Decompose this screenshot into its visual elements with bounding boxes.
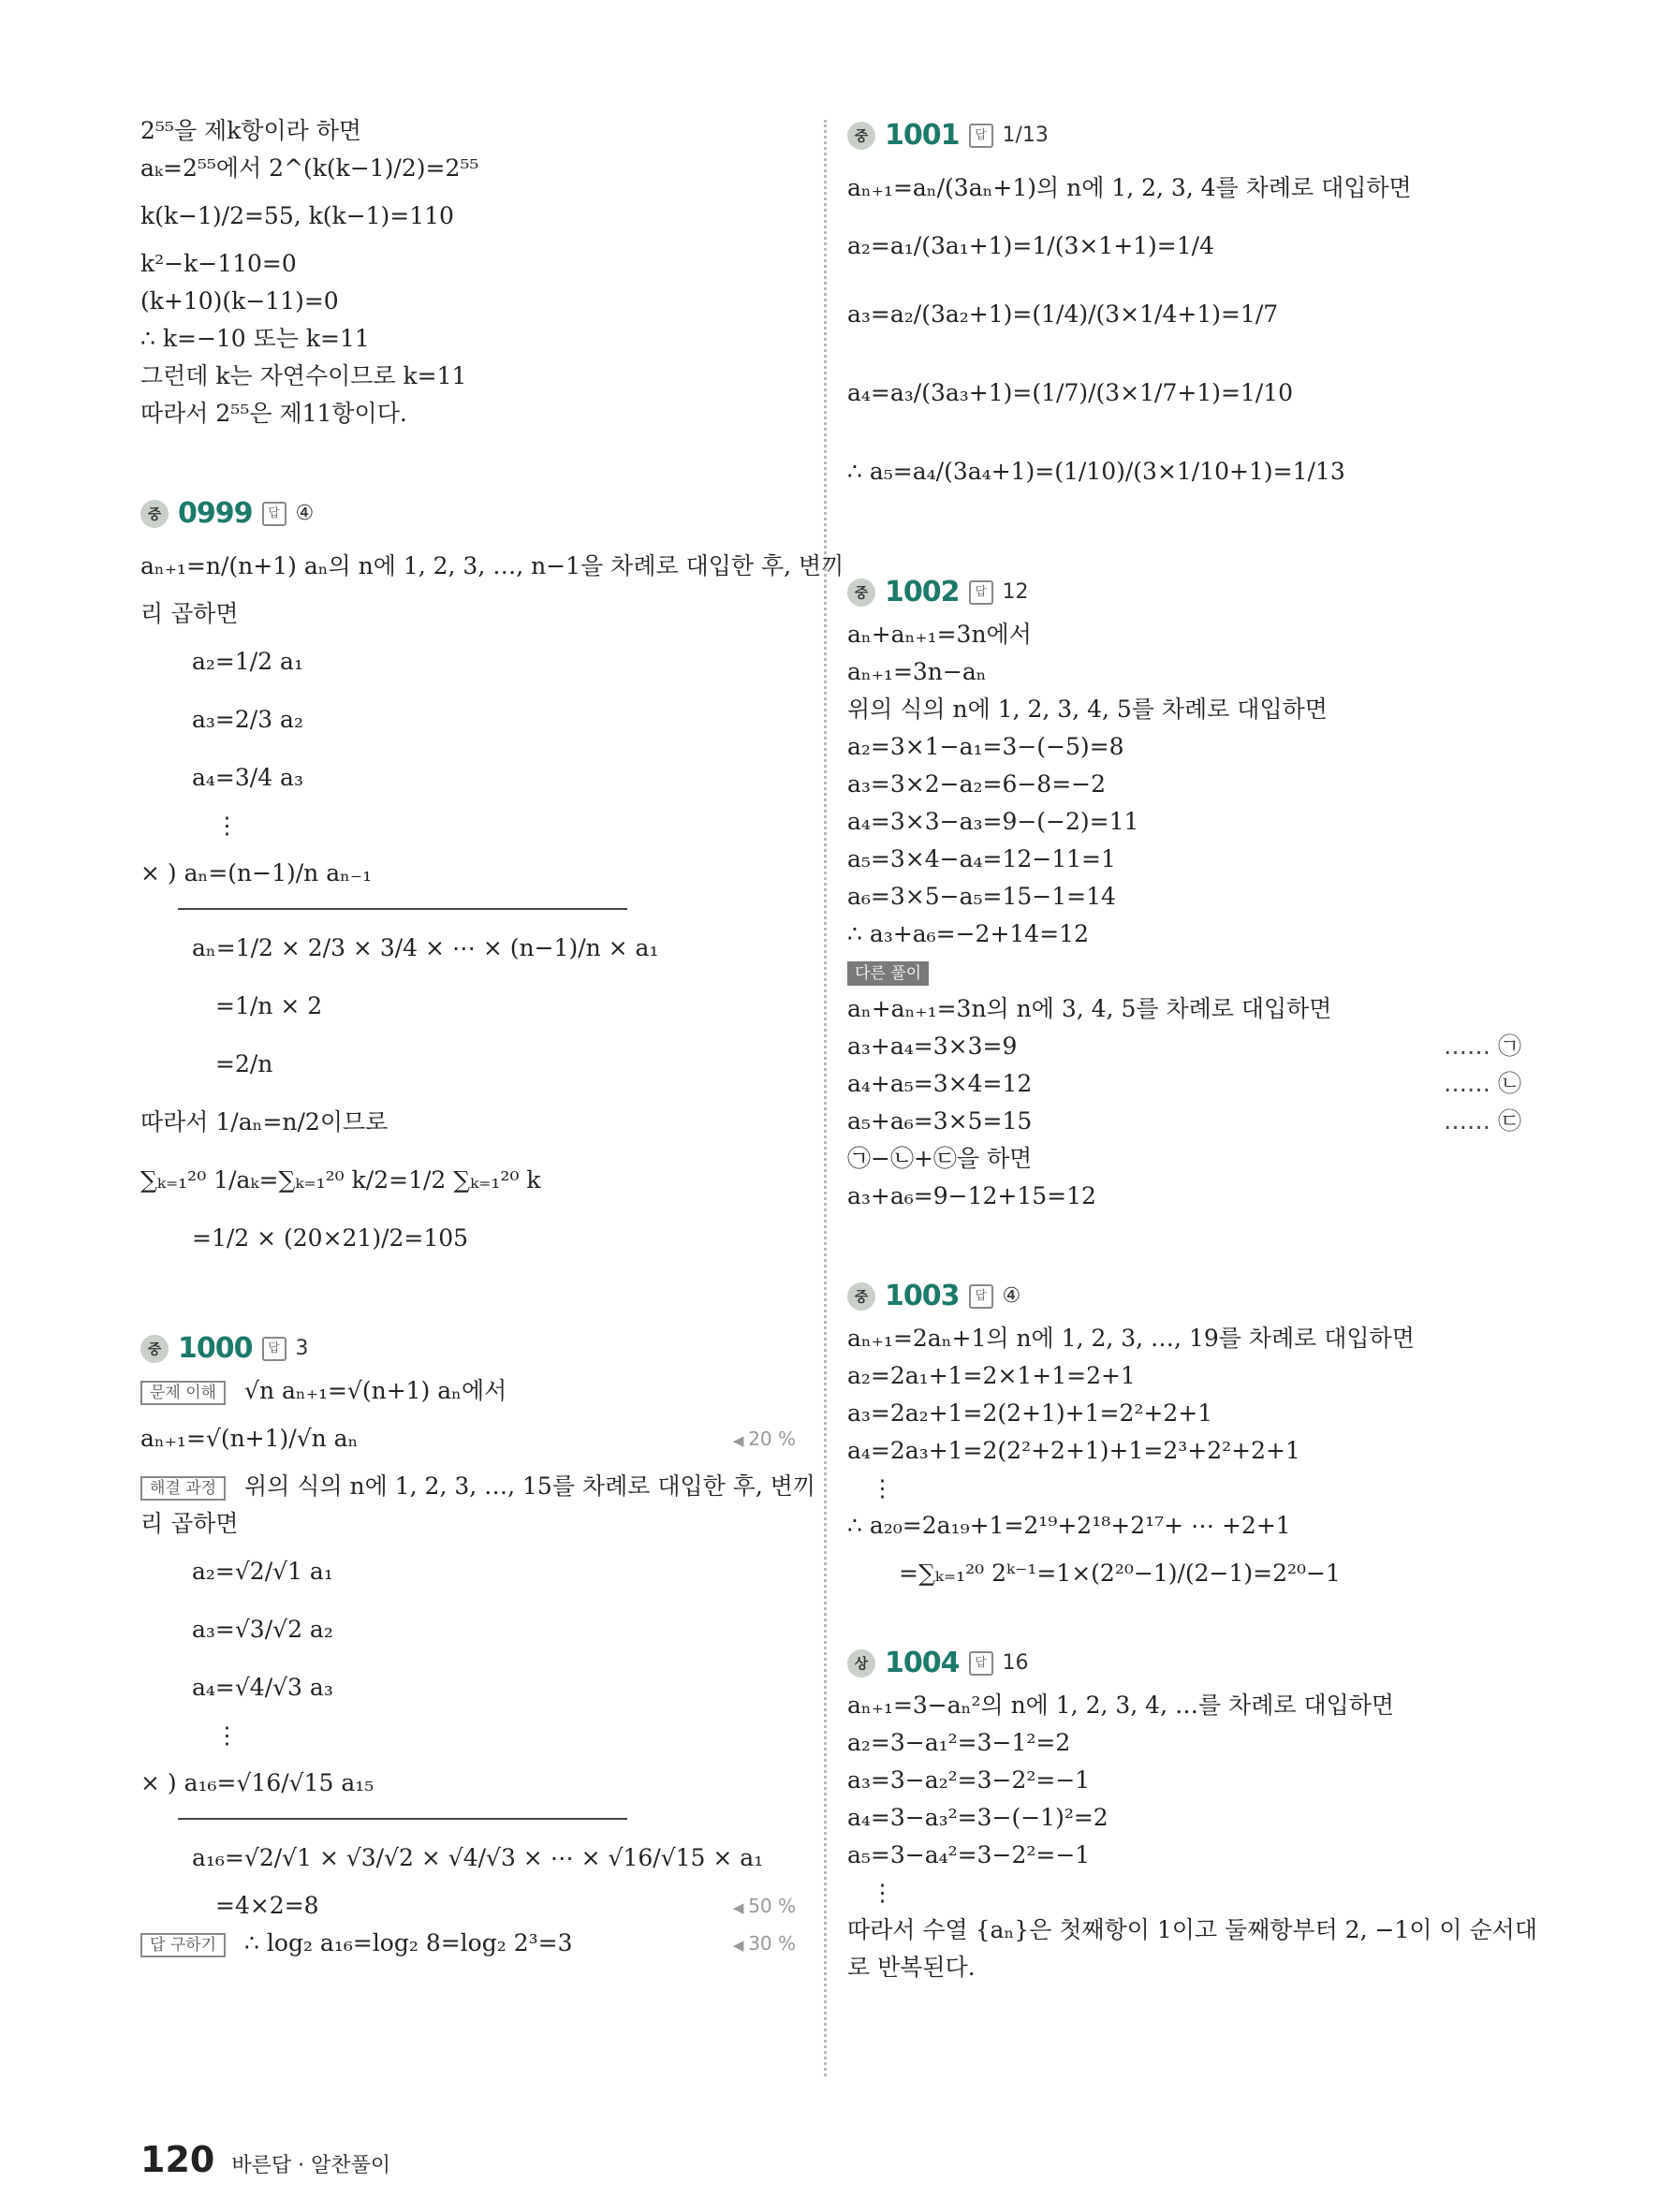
solution-line: 위의 식의 n에 1, 2, 3, 4, 5를 차례로 대입하면 bbox=[847, 696, 1328, 723]
solution-line: aₙ₊₁=aₙ/(3aₙ+1)의 n에 1, 2, 3, 4를 차례로 대입하면 bbox=[847, 174, 1412, 201]
answer-icon: 답 bbox=[262, 502, 286, 526]
solution-line: a₃=3−a₂²=3−2²=−1 bbox=[847, 1766, 1091, 1794]
solution-line: aₙ₊₁=√(n+1)/√n aₙ bbox=[140, 1425, 359, 1452]
problem-1002 bbox=[847, 569, 1521, 1215]
solution-line: a₆=3×5−a₅=15−1=14 bbox=[847, 883, 1116, 910]
column-divider bbox=[824, 120, 827, 2076]
answer-value: ④ bbox=[1002, 1284, 1021, 1308]
problem-header bbox=[847, 569, 1521, 616]
solution-line: aₙ+aₙ₊₁=3n의 n에 3, 4, 5를 차례로 대입하면 bbox=[847, 995, 1332, 1022]
solution-line: aₙ+aₙ₊₁=3n에서 bbox=[847, 621, 1032, 648]
difficulty-badge: 중 bbox=[847, 579, 875, 607]
problem-number: 0999 bbox=[178, 497, 253, 530]
solution-line: a₂=3−a₁²=3−1²=2 bbox=[847, 1729, 1071, 1756]
solution-line: a₃=2/3 a₂ bbox=[192, 706, 303, 733]
problem-number: 1001 bbox=[885, 119, 960, 152]
difficulty-badge: 중 bbox=[140, 500, 169, 528]
solution-line: × ) a₁₆=√16/√15 a₁₅ bbox=[140, 1769, 374, 1796]
solution-line: ⋮ bbox=[215, 1721, 239, 1749]
difficulty-badge: 중 bbox=[847, 122, 875, 150]
solution-line: 리 곱하면 bbox=[140, 1510, 239, 1537]
problem-header bbox=[847, 1273, 1521, 1320]
problem-1003 bbox=[847, 1273, 1521, 1603]
equation-mark: …… ㉠ bbox=[1444, 1033, 1521, 1060]
product-rule bbox=[178, 1818, 627, 1820]
solution-line: =1/2 × (20×21)/2=105 bbox=[192, 1224, 469, 1252]
solution-line: ㉠−㉡+㉢을 하면 bbox=[847, 1145, 1033, 1172]
solution-line: 2⁵⁵을 제k항이라 하면 bbox=[140, 117, 362, 144]
solution-line: a₂=3×1−a₁=3−(−5)=8 bbox=[847, 733, 1124, 760]
solution-line: aₙ₊₁=2aₙ+1의 n에 1, 2, 3, …, 19를 차례로 대입하면 bbox=[847, 1325, 1415, 1352]
solution-line: a₃=3×2−a₂=6−8=−2 bbox=[847, 770, 1107, 798]
solution-line: × ) aₙ=(n−1)/n aₙ₋₁ bbox=[140, 859, 373, 886]
step-tag-get-answer: 답 구하기 bbox=[140, 1933, 226, 1957]
solution-line: a₄+a₅=3×4=12 bbox=[847, 1070, 1033, 1097]
book-title: 바른답 · 알찬풀이 bbox=[231, 2154, 391, 2177]
solution-line: 로 반복된다. bbox=[847, 1954, 976, 1981]
problem-header bbox=[847, 1640, 1521, 1687]
solution-line: a₂=2a₁+1=2×1+1=2+1 bbox=[847, 1362, 1136, 1389]
problem-1004 bbox=[847, 1640, 1537, 1986]
solution-line: a₃+a₆=9−12+15=12 bbox=[847, 1182, 1096, 1209]
solution-line: 리 곱하면 bbox=[140, 600, 239, 627]
solution-line: a₂=√2/√1 a₁ bbox=[192, 1558, 333, 1585]
solution-line: aₙ₊₁=3n−aₙ bbox=[847, 658, 987, 685]
solution-line: 따라서 1/aₙ=n/2이므로 bbox=[140, 1108, 389, 1135]
solution-line: k²−k−110=0 bbox=[140, 250, 297, 277]
solution-line: (k+10)(k−11)=0 bbox=[140, 287, 339, 315]
score-percent: ◀ 20 % bbox=[733, 1410, 796, 1470]
solution-line: a₄=a₃/(3a₃+1)=(1/7)/(3×1/7+1)=1/10 bbox=[847, 379, 1294, 406]
solution-line: =4×2=8 bbox=[215, 1892, 319, 1919]
solution-line: ∑ₖ₌₁²⁰ 1/aₖ=∑ₖ₌₁²⁰ k/2=1/2 ∑ₖ₌₁²⁰ k bbox=[140, 1166, 541, 1194]
solution-line: a₂=a₁/(3a₁+1)=1/(3×1+1)=1/4 bbox=[847, 232, 1214, 259]
solution-line: a₄=√4/√3 a₃ bbox=[192, 1674, 333, 1701]
answer-value: 3 bbox=[295, 1337, 309, 1360]
problem-number: 1002 bbox=[885, 576, 960, 608]
sum-rule bbox=[178, 908, 627, 910]
solution-0998-continued bbox=[140, 112, 796, 432]
solution-line: ∴ a₃+a₆=−2+14=12 bbox=[847, 920, 1089, 947]
solution-line: ∴ a₂₀=2a₁₉+1=2¹⁹+2¹⁸+2¹⁷+ ⋯ +2+1 bbox=[847, 1512, 1291, 1539]
solution-line: =1/n × 2 bbox=[215, 992, 323, 1019]
page-number: 120 bbox=[140, 2139, 215, 2180]
answer-icon: 답 bbox=[969, 124, 993, 148]
solution-line: a₄=2a₃+1=2(2²+2+1)+1=2³+2²+2+1 bbox=[847, 1437, 1300, 1464]
solution-line: 위의 식의 n에 1, 2, 3, …, 15를 차례로 대입한 후, 변끼 bbox=[244, 1472, 816, 1500]
solution-line: 따라서 수열 {aₙ}은 첫째항이 1이고 둘째항부터 2, −1이 이 순서대 bbox=[847, 1916, 1537, 1943]
solution-line: ⋮ bbox=[871, 1474, 894, 1502]
solution-line: √n aₙ₊₁=√(n+1) aₙ에서 bbox=[244, 1377, 507, 1404]
problem-1000 bbox=[140, 1326, 816, 1962]
solution-line: aₙ₊₁=n/(n+1) aₙ의 n에 1, 2, 3, …, n−1을 차례로 대입한 후, 변끼 bbox=[140, 552, 844, 579]
solution-line: ⋮ bbox=[871, 1879, 894, 1906]
solution-line: 따라서 2⁵⁵은 제11항이다. bbox=[140, 400, 407, 427]
solution-line: a₄=3×3−a₃=9−(−2)=11 bbox=[847, 808, 1139, 835]
answer-value: ④ bbox=[295, 502, 315, 525]
answer-value: 16 bbox=[1002, 1651, 1029, 1675]
problem-1001 bbox=[847, 112, 1521, 511]
score-percent: ◀ 30 % bbox=[733, 1925, 796, 1964]
solution-line: =∑ₖ₌₁²⁰ 2ᵏ⁻¹=1×(2²⁰−1)/(2−1)=2²⁰−1 bbox=[899, 1560, 1341, 1587]
problem-number: 1003 bbox=[885, 1280, 960, 1312]
solution-line: a₁₆=√2/√1 × √3/√2 × √4/√3 × ⋯ × √16/√15 × a₁ bbox=[192, 1844, 764, 1871]
difficulty-badge: 중 bbox=[140, 1335, 169, 1363]
problem-header bbox=[847, 112, 1521, 159]
step-tag-solving-process: 해결 과정 bbox=[140, 1476, 226, 1501]
solution-line: k(k−1)/2=55, k(k−1)=110 bbox=[140, 202, 454, 229]
solution-line: ⋮ bbox=[215, 812, 239, 839]
equation-mark: …… ㉢ bbox=[1444, 1107, 1521, 1135]
solution-line: a₄=3/4 a₃ bbox=[192, 764, 303, 791]
solution-line: a₂=1/2 a₁ bbox=[192, 648, 303, 675]
solution-line-with-score bbox=[140, 1925, 796, 1962]
solution-line-with-score bbox=[140, 1410, 796, 1468]
problem-number: 1000 bbox=[178, 1332, 253, 1365]
problem-number: 1004 bbox=[885, 1647, 960, 1679]
problem-header bbox=[140, 491, 796, 537]
equation-row bbox=[847, 1065, 1521, 1103]
solution-line: 그런데 k는 자연수이므로 k=11 bbox=[140, 362, 467, 389]
answer-value: 1/13 bbox=[1002, 124, 1049, 147]
solution-line: ∴ log₂ a₁₆=log₂ 8=log₂ 2³=3 bbox=[244, 1929, 573, 1956]
solution-line: ∴ k=−10 또는 k=11 bbox=[140, 325, 370, 352]
solution-line: a₅=3×4−a₄=12−11=1 bbox=[847, 845, 1116, 872]
answer-value: 12 bbox=[1002, 580, 1029, 604]
solution-line: a₃+a₄=3×3=9 bbox=[847, 1033, 1018, 1060]
equation-mark: …… ㉡ bbox=[1444, 1070, 1521, 1097]
equation-row bbox=[847, 1028, 1521, 1065]
solution-line: ∴ a₅=a₄/(3a₄+1)=(1/10)/(3×1/10+1)=1/13 bbox=[847, 458, 1345, 485]
solution-line: a₄=3−a₃²=3−(−1)²=2 bbox=[847, 1804, 1108, 1831]
answer-icon: 답 bbox=[969, 1651, 993, 1676]
solution-line-with-score bbox=[140, 1887, 796, 1925]
solution-line: aₙ₊₁=3−aₙ²의 n에 1, 2, 3, 4, …를 차례로 대입하면 bbox=[847, 1692, 1395, 1719]
answer-icon: 답 bbox=[262, 1337, 286, 1361]
difficulty-badge: 상 bbox=[847, 1649, 875, 1677]
solution-line: =2/n bbox=[215, 1050, 273, 1077]
equation-row bbox=[847, 1103, 1521, 1140]
step-tag-problem-understanding: 문제 이해 bbox=[140, 1381, 226, 1405]
score-percent: ◀ 50 % bbox=[733, 1887, 796, 1926]
right-column bbox=[847, 112, 1537, 1986]
solution-line: a₅+a₆=3×5=15 bbox=[847, 1107, 1033, 1135]
problem-header bbox=[140, 1326, 796, 1372]
solution-line: a₃=2a₂+1=2(2+1)+1=2²+2+1 bbox=[847, 1399, 1213, 1427]
solution-line: aₙ=1/2 × 2/3 × 3/4 × ⋯ × (n−1)/n × a₁ bbox=[192, 934, 659, 961]
solution-line: a₃=√3/√2 a₂ bbox=[192, 1616, 333, 1643]
left-column bbox=[140, 112, 844, 1962]
problem-0999 bbox=[140, 491, 844, 1267]
answer-icon: 답 bbox=[969, 1284, 993, 1309]
page-footer bbox=[140, 2139, 390, 2180]
solution-line: a₅=3−a₄²=3−2²=−1 bbox=[847, 1841, 1091, 1868]
solution-line: a₃=a₂/(3a₂+1)=(1/4)/(3×1/4+1)=1/7 bbox=[847, 300, 1279, 328]
alternative-solution-tag: 다른 풀이 bbox=[847, 961, 929, 986]
solution-line: aₖ=2⁵⁵에서 2^(k(k−1)/2)=2⁵⁵ bbox=[140, 154, 479, 182]
difficulty-badge: 중 bbox=[847, 1282, 875, 1311]
answer-icon: 답 bbox=[969, 580, 993, 605]
